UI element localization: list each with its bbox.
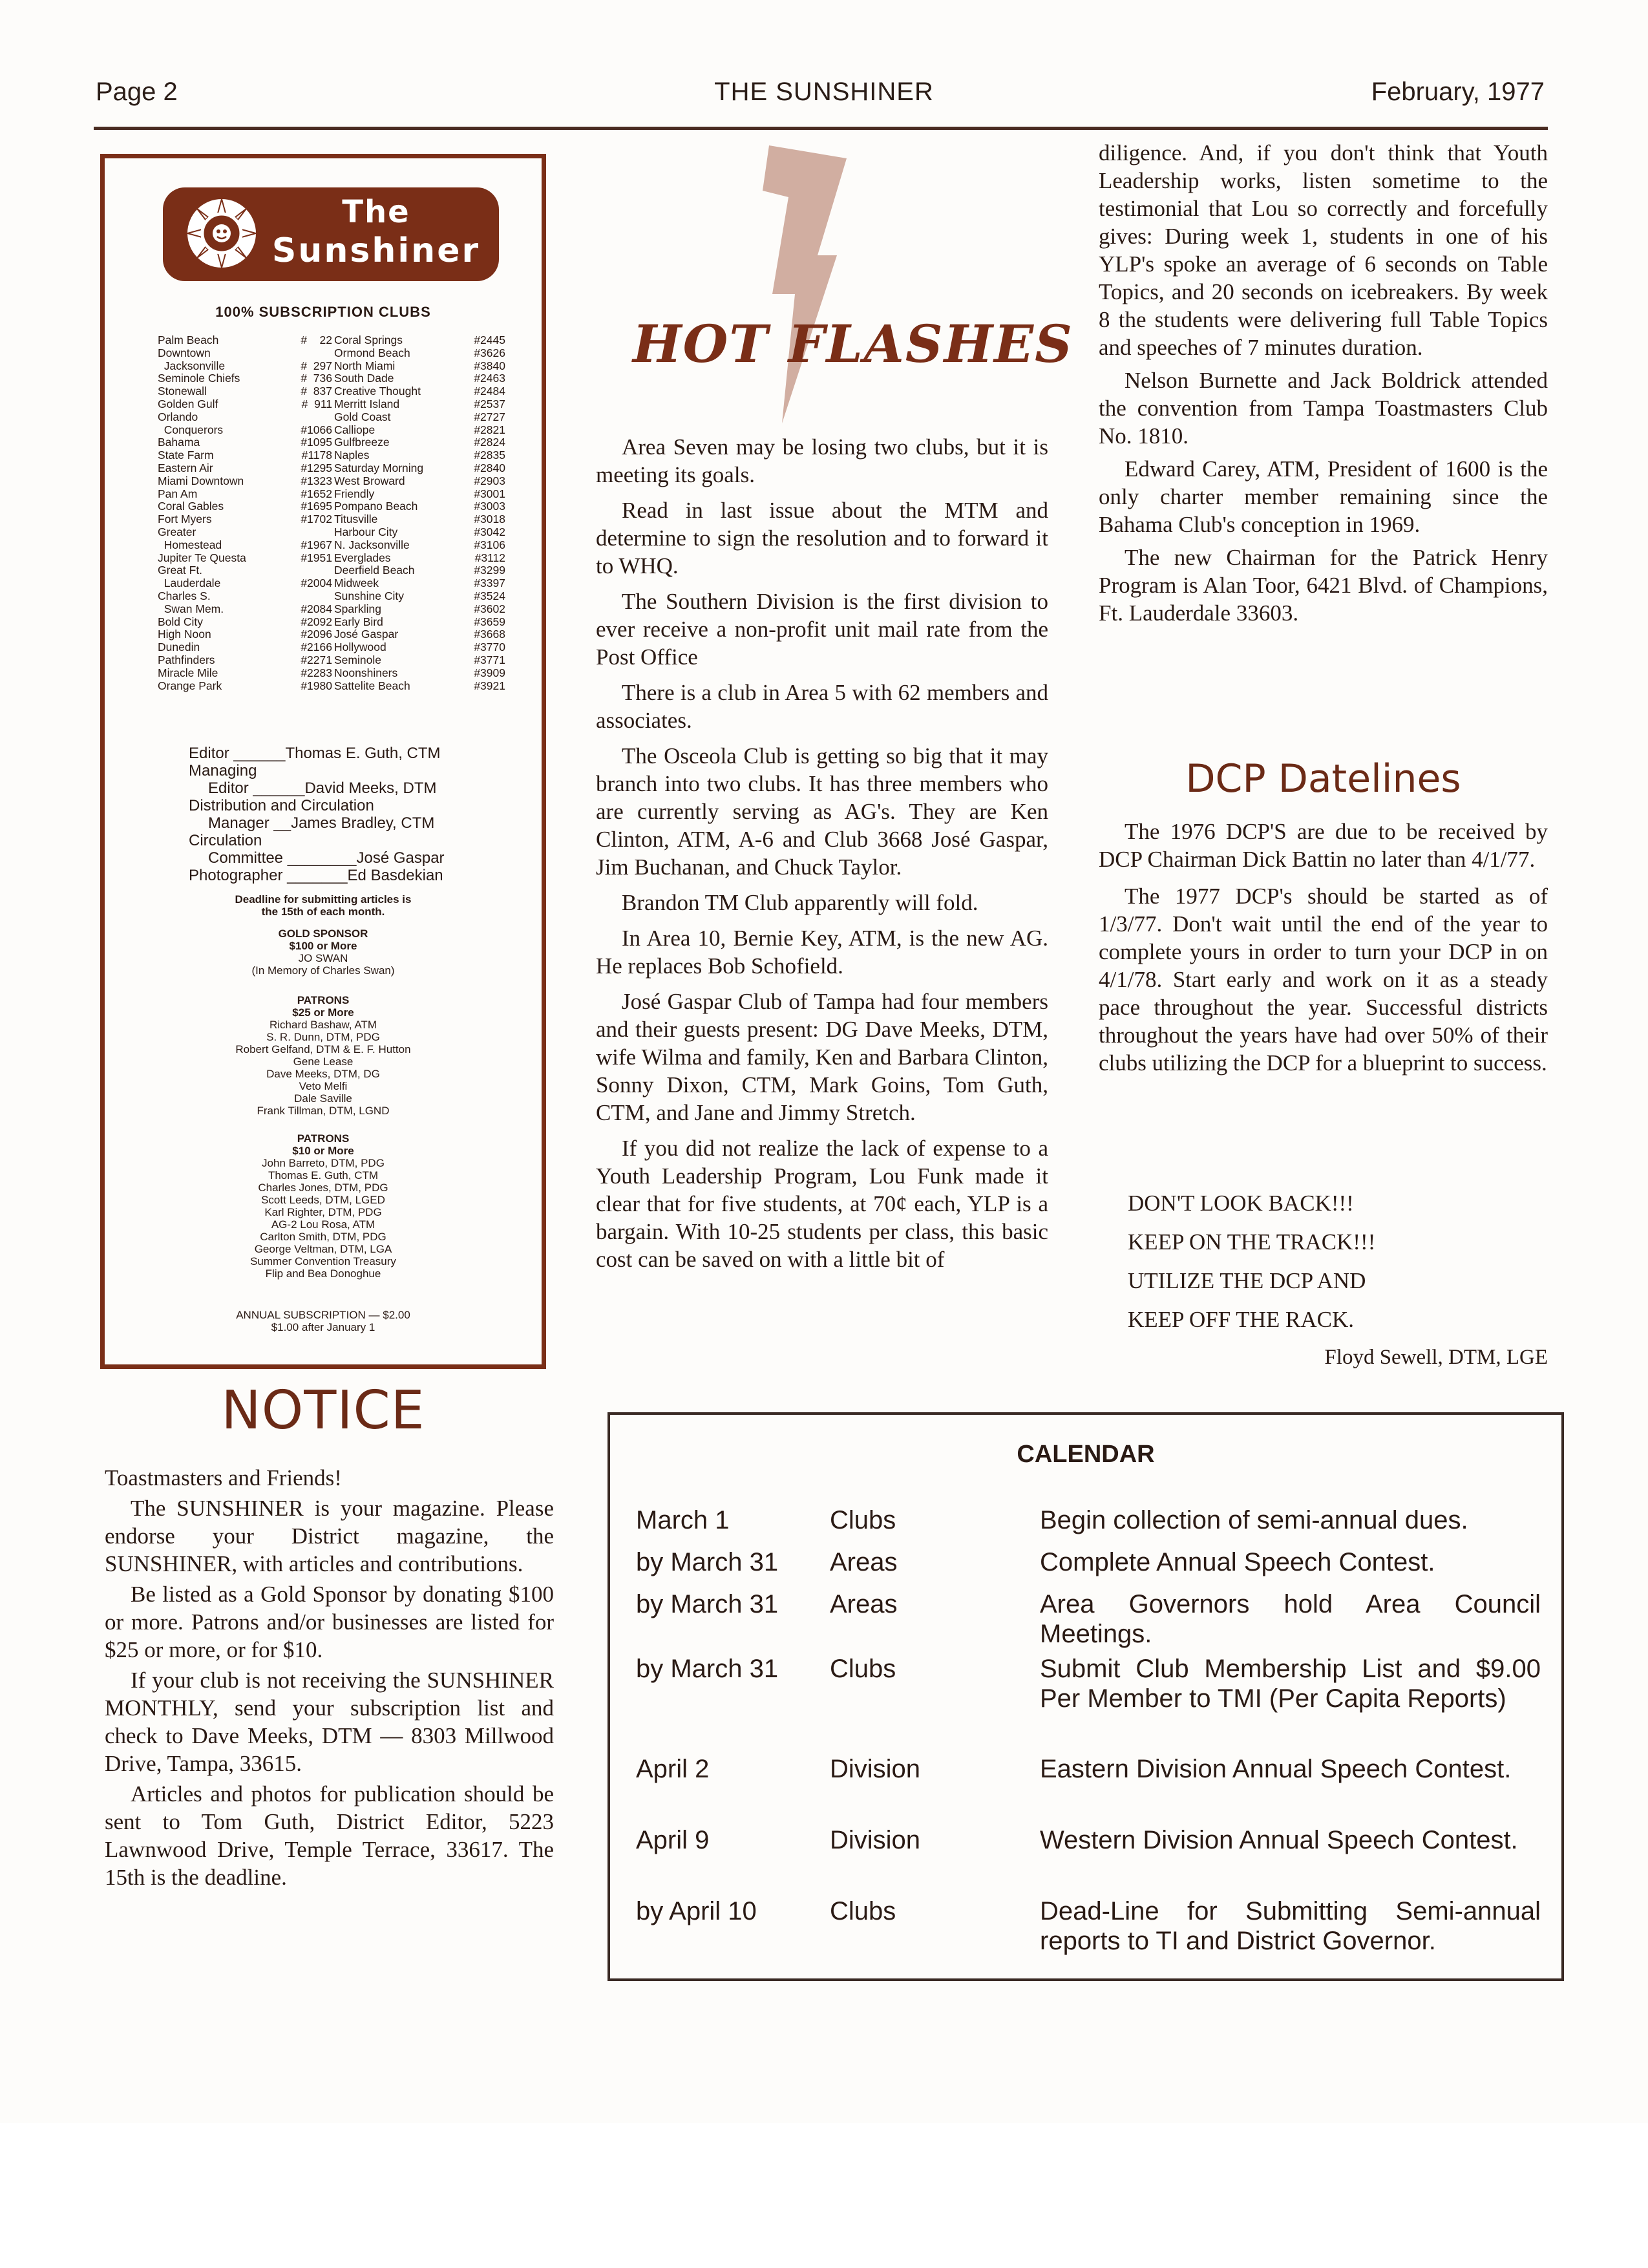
club-name: Early Bird [334,615,383,628]
club-number: #2537 [474,397,505,410]
club-number: #1951 [301,551,332,564]
calendar-group: Clubs [830,1655,896,1683]
club-number: #2463 [474,372,505,385]
club-number: #1323 [301,474,332,487]
club-number: #3524 [474,589,505,602]
dcp-slogan: KEEP ON THE TRACK!!! [1128,1229,1376,1255]
club-list-right [334,334,505,692]
club-row [158,398,332,411]
club-number: #3042 [474,525,505,538]
patrons-title: PATRONS [297,994,350,1006]
club-name: Everglades [334,551,391,564]
club-name: Stonewall [158,385,207,398]
club-row [158,590,332,603]
club-number: #3001 [474,487,505,500]
club-name: Greater [158,525,196,538]
patrons-10-block [105,1132,542,1280]
annual-price: ANNUAL SUBSCRIPTION — $2.00 [236,1309,410,1321]
club-row [334,526,505,539]
club-row [158,424,332,437]
club-row [158,385,332,398]
hot-flashes-paragraph: The Southern Division is the first division to ever receive a non-profit unit mail rate from the Post Office [596,589,1048,670]
club-name: Orange Park [158,679,222,692]
patron-name: Gene Lease [293,1055,354,1068]
club-name: Seminole Chiefs [158,372,240,385]
club-row [334,449,505,462]
club-number: #3659 [474,615,505,628]
right-column-body [1099,139,1548,627]
club-number: #3921 [474,679,505,692]
club-name: Great Ft. [158,564,203,577]
club-name: Pan Am [158,487,198,500]
club-row [158,462,332,475]
club-row [334,577,505,590]
club-number: #2166 [301,641,332,654]
club-name: Sunshine City [334,589,404,602]
club-number: #3602 [474,602,505,615]
calendar-box [607,1412,1564,1981]
club-name: South Dade [334,372,394,385]
club-name: Ormond Beach [334,346,410,359]
club-name: N. Jacksonville [334,538,410,551]
patron-name: Dale Saville [294,1092,352,1105]
club-row [158,411,332,424]
club-name: Sattelite Beach [334,679,410,692]
hot-flashes-paragraph: José Gaspar Club of Tampa had four members and their guests present: DG Dave Meeks, DTM, wife Wilma and family, Ken and Barbara Clinton, Sonny Dixon, CTM, Mark Goins, Tom Guth, CTM, and Jane and Jimmy Stretch. [596,989,1048,1125]
subscription-clubs-title: 100% SUBSCRIPTION CLUBS [215,304,431,320]
calendar-title: CALENDAR [1017,1441,1155,1468]
dcp-body [1099,818,1548,1086]
club-row [334,424,505,437]
staff-line: Photographer _______Ed Basdekian [189,867,443,884]
hot-flashes-paragraph: Brandon TM Club apparently will fold. [622,890,978,915]
club-row [334,564,505,577]
hot-flashes-paragraph: There is a club in Area 5 with 62 members and associates. [596,680,1048,733]
club-name: Harbour City [334,525,398,538]
club-row [158,526,332,539]
gold-sponsor-title: GOLD SPONSOR [278,927,368,940]
right-paragraph: Nelson Burnette and Jack Boldrick attended the convention from Tampa Toastmasters Club No. 1810. [1099,368,1548,449]
club-row [158,680,332,693]
club-number: #2840 [474,461,505,474]
annual-subscription [105,1309,542,1333]
club-name: Friendly [334,487,375,500]
header-rule [94,127,1548,130]
calendar-date: April 9 [636,1826,710,1854]
dcp-paragraph: The 1976 DCP'S are due to be received by DCP Chairman Dick Battin no later than 4/1/77. [1099,819,1548,872]
club-number: #2283 [301,666,332,679]
club-row [334,385,505,398]
masthead-the: The [342,194,410,230]
club-number: #3299 [474,564,505,577]
club-number: # 837 [301,385,332,398]
club-row [158,539,332,552]
club-number: #3771 [474,653,505,666]
staff-line: Distribution and Circulation [189,797,374,814]
club-number: #1095 [301,436,332,449]
hot-flashes-heading: HOT FLASHES [633,313,1073,374]
patron-name: Frank Tillman, DTM, LGND [257,1105,390,1117]
hot-flashes-body [596,433,1048,1281]
club-row [334,641,505,654]
calendar-group: Division [830,1755,921,1783]
club-name: Pathfinders [158,653,215,666]
club-row [158,667,332,680]
club-row [158,564,332,577]
calendar-group: Division [830,1826,921,1854]
club-name: Calliope [334,423,375,436]
dcp-paragraph: The 1977 DCP's should be started as of 1/3/77. Don't wait until the end of the year to complete yours in order to turn your DCP in on 4/1/78. Start early and work on it as a steady pace throughout the year. Successful districts throughout the years have had over 50% of their clubs utilizing the DCP for a blueprint to success. [1099,884,1548,1076]
dcp-slogan: UTILIZE THE DCP AND [1128,1268,1366,1293]
club-row [334,539,505,552]
dcp-slogan: DON'T LOOK BACK!!! [1128,1191,1354,1216]
notice-paragraph: Be listed as a Gold Sponsor by donating $100 or more. Patrons and/or businesses are listed for $25 or more, or for $10. [105,1582,554,1662]
club-number: #2092 [301,615,332,628]
club-number: # 22 [301,334,332,346]
club-number: #1702 [301,513,332,526]
club-name: High Noon [158,628,211,641]
club-name: Merritt Island [334,397,400,410]
hot-flashes-paragraph: Read in last issue about the MTM and determine to sign the resolution and to forward it to WHQ. [596,498,1048,578]
club-row [334,411,505,424]
dcp-slogan: KEEP OFF THE RACK. [1128,1307,1355,1332]
calendar-event: Submit Club Membership List and $9.00 Per Member to TMI (Per Capita Reports) [1040,1655,1541,1713]
staff-line: Editor ______Thomas E. Guth, CTM [189,745,441,762]
club-name: Creative Thought [334,385,421,398]
patrons-title: PATRONS [297,1132,350,1145]
club-number: #1295 [301,461,332,474]
club-name: Titusville [334,513,378,526]
calendar-event: Area Governors hold Area Council Meetings. [1040,1590,1541,1648]
club-row [158,436,332,449]
club-row [334,667,505,680]
club-number: #3909 [474,666,505,679]
club-name: Gulfbreeze [334,436,390,449]
club-name: Hollywood [334,641,386,654]
club-row [158,628,332,641]
club-row [158,641,332,654]
patron-name: George Veltman, DTM, LGA [254,1243,392,1255]
club-name: Midweek [334,577,379,590]
staff-line: Editor ______David Meeks, DTM [208,779,437,797]
dcp-slogans [1128,1184,1528,1339]
right-paragraph: The new Chairman for the Patrick Henry Program is Alan Toor, 6421 Blvd. of Champions, Ft. Lauderdale 33603. [1099,545,1548,626]
patron-name: Veto Melfi [299,1080,348,1092]
club-row [334,513,505,526]
club-number: # 736 [301,372,332,385]
club-row [158,475,332,488]
hot-flashes-paragraph: In Area 10, Bernie Key, ATM, is the new AG. He replaces Bob Schofield. [596,926,1048,979]
patron-name: Flip and Bea Donoghue [265,1267,381,1280]
club-name: Dunedin [158,641,200,654]
club-number: #2484 [474,385,505,398]
gold-sponsor-note: (In Memory of Charles Swan) [251,964,395,977]
annual-price-late: $1.00 after January 1 [271,1321,375,1333]
club-row [158,654,332,667]
club-name: Jacksonville [158,359,226,372]
club-number: #3840 [474,359,505,372]
deadline-line: the 15th of each month. [261,906,385,918]
club-row [158,577,332,590]
patron-name: John Barreto, DTM, PDG [262,1157,385,1169]
notice-paragraph: The SUNSHINER is your magazine. Please endorse your District magazine, the SUNSHINER, with articles and contributions. [105,1496,554,1576]
calendar-group: Areas [830,1548,898,1576]
calendar-date: by March 31 [636,1590,779,1618]
staff-line: Circulation [189,832,262,849]
club-number: #1652 [301,487,332,500]
club-number: #2903 [474,474,505,487]
calendar-event: Complete Annual Speech Contest. [1040,1548,1435,1576]
club-name: State Farm [158,449,214,462]
club-number: #3626 [474,346,505,359]
club-number: #2824 [474,436,505,449]
club-name: Seminole [334,653,381,666]
calendar-event: Western Division Annual Speech Contest. [1040,1826,1518,1854]
club-row [158,449,332,462]
gold-sponsor-block [105,927,542,977]
masthead-title [266,193,486,270]
club-number: #2271 [301,653,332,666]
club-row [158,513,332,526]
calendar-date: by March 31 [636,1548,779,1576]
patron-name: Thomas E. Guth, CTM [268,1169,379,1182]
club-row [334,616,505,629]
club-number: #3112 [474,551,505,564]
patron-name: Summer Convention Treasury [250,1255,396,1267]
gold-sponsor-name: JO SWAN [298,952,348,964]
patron-name: Dave Meeks, DTM, DG [266,1068,380,1080]
club-name: West Broward [334,474,405,487]
club-number: # 297 [301,359,332,372]
club-row [334,654,505,667]
notice-paragraph: If your club is not receiving the SUNSHINER MONTHLY, send your subscription list and check to Dave Meeks, DTM — 8303 Millwood Drive, Tampa, 33615. [105,1668,554,1776]
patrons-amount: $10 or More [292,1145,354,1157]
club-number: #1695 [301,500,332,513]
staff-line: Manager __James Bradley, CTM [208,814,435,832]
notice-paragraph: Articles and photos for publication should be sent to Tom Guth, District Editor, 5223 Lawnwood Drive, Temple Terrace, 33617. The 15th is the deadline. [105,1781,554,1890]
scan-margin [0,2123,1648,2268]
patron-name: Carlton Smith, DTM, PDG [260,1231,386,1243]
club-name: Jupiter Te Questa [158,551,246,564]
club-name: Conquerors [158,423,224,436]
calendar-event: Eastern Division Annual Speech Contest. [1040,1755,1512,1783]
club-row [334,488,505,501]
staff-list [189,745,499,884]
club-row [158,552,332,565]
club-name: Coral Gables [158,500,224,513]
staff-line: Managing [189,762,257,779]
club-name: Naples [334,449,370,462]
club-row [334,436,505,449]
club-name: Swan Mem. [158,602,224,615]
hot-flashes-paragraph: The Osceola Club is getting so big that it may branch into two clubs. It has three members who are currently serving as AG's. They are Ken Clinton, ATM, A-6 and Club 3668 José Gaspar, Jim Buchanan, and Chuck Taylor. [596,743,1048,880]
club-number: #2445 [474,334,505,346]
club-name: Golden Gulf [158,397,218,410]
hot-flashes-paragraph: If you did not realize the lack of expense to a Youth Leadership Program, Lou Funk made it clear that for five students, at 70¢ each, YLP is a bargain. With 10-25 students per class, this basic cost can be saved on with a little bit of [596,1136,1048,1272]
masthead-banner [163,187,499,281]
club-number: #3003 [474,500,505,513]
club-name: Deerfield Beach [334,564,415,577]
patron-name: Richard Bashaw, ATM [269,1019,377,1031]
dcp-signoff: Floyd Sewell, DTM, LGE [1324,1346,1548,1369]
club-row [158,500,332,513]
notice-greeting: Toastmasters and Friends! [105,1465,342,1490]
club-number: #1178 [301,449,332,462]
club-row [158,488,332,501]
club-name: Miami Downtown [158,474,244,487]
club-number: #1980 [301,679,332,692]
club-number: #3397 [474,577,505,590]
calendar-event: Dead-Line for Submitting Semi-annual reports to TI and District Governor. [1040,1897,1541,1955]
hot-flashes-paragraph: Area Seven may be losing two clubs, but it is meeting its goals. [596,434,1048,487]
notice-heading: NOTICE [221,1380,425,1441]
right-paragraph: diligence. And, if you don't think that Youth Leadership works, listen sometime to the testimonial that Lou so correctly and forcefully gives: During week 1, students in one of his YLP's spoke an average of 6 seconds on Table Topics, and 20 seconds on icebreakers. By week 8 the students were delivering full Table Topics and speeches of 7 minutes duration. [1099,140,1548,360]
club-number: #3668 [474,628,505,641]
calendar-group: Clubs [830,1897,896,1925]
club-name: Charles S. [158,589,211,602]
club-row [334,462,505,475]
club-row [334,680,505,693]
gold-sponsor-amount: $100 or More [289,940,357,952]
sun-logo-icon [187,199,256,268]
club-row [334,590,505,603]
patron-name: Robert Gelfand, DTM & E. F. Hutton [235,1043,411,1055]
club-number: #2004 [301,577,332,590]
club-name: Orlando [158,410,198,423]
club-number: #1066 [301,423,332,436]
patron-name: S. R. Dunn, DTM, PDG [266,1031,380,1043]
patrons-25-block [105,994,542,1117]
club-name: Palm Beach [158,334,219,346]
club-name: Homestead [158,538,222,551]
patron-name: Charles Jones, DTM, PDG [258,1182,388,1194]
club-name: Bahama [158,436,200,449]
notice-body [105,1464,554,1891]
club-number: #3770 [474,641,505,654]
patron-name: Karl Righter, DTM, PDG [264,1206,382,1218]
club-number: #3106 [474,538,505,551]
club-name: José Gaspar [334,628,399,641]
club-row [334,628,505,641]
club-row [334,552,505,565]
club-name: Miracle Mile [158,666,218,679]
issue-date: February, 1977 [1371,78,1545,106]
calendar-date: April 2 [636,1755,710,1783]
club-number: #3018 [474,513,505,526]
club-number: #2096 [301,628,332,641]
calendar-group: Clubs [830,1506,896,1534]
patron-name: Scott Leeds, DTM, LGED [261,1194,385,1206]
deadline-note [105,893,542,918]
club-row [334,500,505,513]
club-list-left [158,334,332,692]
right-paragraph: Edward Carey, ATM, President of 1600 is the only charter member remaining since the Bahama Club's conception in 1969. [1099,456,1548,537]
club-number: #2821 [474,423,505,436]
club-name: Bold City [158,615,204,628]
club-name: Downtown [158,346,211,359]
calendar-date: by April 10 [636,1897,757,1925]
club-number: #2084 [301,602,332,615]
newsletter-title: THE SUNSHINER [714,78,934,106]
calendar-date: by March 31 [636,1655,779,1683]
club-name: Noonshiners [334,666,398,679]
club-name: Coral Springs [334,334,403,346]
calendar-event: Begin collection of semi-annual dues. [1040,1506,1468,1534]
club-name: Gold Coast [334,410,391,423]
club-name: Lauderdale [158,577,221,590]
club-row [334,603,505,616]
deadline-line: Deadline for submitting articles is [235,893,412,906]
calendar-date: March 1 [636,1506,730,1534]
staff-line: Committee ________José Gaspar [208,849,445,867]
club-name: Pompano Beach [334,500,418,513]
lightning-bolt-icon [756,145,847,423]
page-number: Page 2 [96,78,178,106]
masthead-name: Sunshiner [271,231,481,270]
club-number: # 911 [301,397,332,410]
club-name: North Miami [334,359,396,372]
club-number: #2835 [474,449,505,462]
calendar-group: Areas [830,1590,898,1618]
club-row [334,475,505,488]
club-row [334,372,505,385]
club-row [158,372,332,385]
club-number: #1967 [301,538,332,551]
patron-name: AG-2 Lou Rosa, ATM [271,1218,375,1231]
club-name: Fort Myers [158,513,212,526]
dcp-heading: DCP Datelines [1185,756,1461,801]
club-number: #2727 [474,410,505,423]
club-row [158,603,332,616]
club-row [158,616,332,629]
patrons-amount: $25 or More [292,1006,354,1019]
club-name: Sparkling [334,602,381,615]
club-row [334,398,505,411]
club-name: Saturday Morning [334,461,424,474]
club-name: Eastern Air [158,461,213,474]
